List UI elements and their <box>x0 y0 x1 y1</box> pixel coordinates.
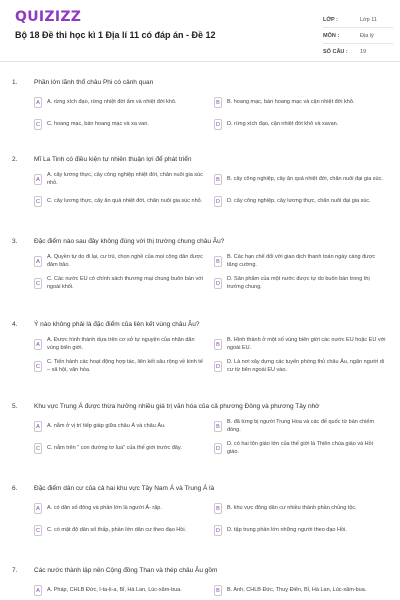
option-d[interactable] <box>214 116 386 133</box>
question-number: 6. <box>12 485 18 492</box>
option-a[interactable] <box>34 171 206 188</box>
option-letter: A <box>34 421 42 432</box>
option-b[interactable] <box>214 253 386 270</box>
option-text: B. khu vực đông dân cư nhiều thành phần chủng tộc. <box>227 504 357 511</box>
question-4 <box>12 320 394 373</box>
question-text: Khu vực Trung Á được thừa hưởng nhiều giá trị văn hóa của cả phương Đông và phương Tây nhờ <box>34 403 320 410</box>
question-text: Đặc điểm nào sau đây không đúng với thị trường chung châu Âu? <box>34 238 225 245</box>
option-letter: A <box>34 585 42 596</box>
option-letter: B <box>214 174 222 185</box>
question-number: 7. <box>12 567 18 574</box>
option-letter: C <box>34 443 42 454</box>
option-c[interactable] <box>34 116 206 133</box>
option-letter: B <box>214 339 222 350</box>
meta-value: Lớp 11 <box>360 16 377 23</box>
option-letter: A <box>34 174 42 185</box>
option-letter: A <box>34 339 42 350</box>
option-text: A. rừng xích đạo, rừng nhiệt đới ẩm và nhiệt đới khô. <box>47 98 177 105</box>
meta-label: LỚP : <box>323 16 338 23</box>
option-letter: C <box>34 361 42 372</box>
option-letter: A <box>34 503 42 514</box>
question-number: 4. <box>12 321 18 328</box>
option-a[interactable] <box>34 418 206 435</box>
question-5 <box>12 402 394 455</box>
option-a[interactable] <box>34 336 206 353</box>
meta-value: 19 <box>360 49 367 55</box>
option-text: D. rừng xích đạo, cận nhiệt đới khô và xavan. <box>227 120 339 127</box>
option-text: D. tập trung phần lớn những người theo đạo Hồi. <box>227 526 347 533</box>
option-letter: B <box>214 503 222 514</box>
option-text: C. cây lương thực, cây ăn quả nhiệt đới, chăn nuôi gia súc nhỏ. <box>47 197 203 204</box>
option-d[interactable] <box>214 275 386 292</box>
option-letter: B <box>214 585 222 596</box>
question-3 <box>12 237 394 290</box>
option-text: C. Các nước EU có chính sách thương mại chung buôn bán với ngoài khối. <box>47 276 204 290</box>
question-number: 3. <box>12 238 18 245</box>
option-c[interactable] <box>34 275 206 292</box>
option-text: A. nằm ở vị trí tiếp giáp giữa châu Á và châu Âu. <box>47 422 166 429</box>
document-title: Bộ 18 Đề thi học kì 1 Địa lí 11 có đáp án - Đề 12 <box>15 30 216 40</box>
option-text: C. hoang mạc, bán hoang mạc và xa van. <box>47 120 149 127</box>
option-text: D. Sản phẩm của một nước được tự do buôn bán trong thị trường chung. <box>227 276 370 290</box>
option-d[interactable] <box>214 193 386 210</box>
question-7 <box>12 566 394 594</box>
option-text: A. Quyền tự do đi lại, cư trú, chọn nghề của mọi công dân được đảm bảo. <box>47 254 203 268</box>
option-d[interactable] <box>214 440 386 457</box>
question-text: Mĩ La Tinh có điều kiện tự nhiên thuận lợi để phát triển <box>34 156 192 163</box>
option-a[interactable] <box>34 582 206 599</box>
option-letter: A <box>34 97 42 108</box>
option-letter: D <box>214 525 222 536</box>
question-6 <box>12 484 394 534</box>
option-text: B. Các hạn chế đối với giao dịch thanh toán ngày càng được tăng cường. <box>227 254 376 268</box>
meta-row-question-count <box>323 44 393 60</box>
option-letter: A <box>34 256 42 267</box>
question-number: 1. <box>12 79 18 86</box>
option-letter: C <box>34 525 42 536</box>
option-b[interactable] <box>214 418 386 435</box>
meta-row-class <box>323 12 393 28</box>
option-text: C. nằm trên " con đường tơ lụa" của thế giới trước đây. <box>47 444 182 451</box>
option-text: D. cây công nghiệp, cây lương thực, chăn nuôi đại gia súc. <box>227 197 371 204</box>
option-letter: D <box>214 361 222 372</box>
question-number: 5. <box>12 403 18 410</box>
option-letter: C <box>34 119 42 130</box>
option-text: A. Pháp, CHLB Đức, I-ta-li-a, Bỉ, Hà Lan, Lúc-xăm-bua. <box>47 586 182 593</box>
option-d[interactable] <box>214 358 386 375</box>
option-text: C. Tiến hành các hoạt động hợp tác, liên kết sâu rộng về kinh tế – xã hội, văn hóa. <box>47 359 203 373</box>
document-header <box>0 0 400 62</box>
option-text: B. Anh, CHLB Đức, Thuỵ Điển, Bỉ, Hà Lan, Lúc-xăm-bua. <box>227 586 367 593</box>
option-a[interactable] <box>34 253 206 270</box>
option-text: B. Hình thành ở một số vùng biên giới các nước EU hoặc EU với ngoài EU. <box>227 337 386 351</box>
option-b[interactable] <box>214 582 386 599</box>
option-letter: D <box>214 278 222 289</box>
option-text: A. cây lương thực, cây công nghiệp nhiệt đới, chăn nuôi gia súc nhỏ. <box>47 172 203 186</box>
option-c[interactable] <box>34 440 206 457</box>
meta-label: MÔN : <box>323 32 340 39</box>
question-text: Các nước thành lập nên Cộng đồng Than và thép châu Âu gồm <box>34 567 218 574</box>
meta-label: SỐ CÂU : <box>323 49 348 55</box>
question-number: 2. <box>12 156 18 163</box>
option-a[interactable] <box>34 94 206 111</box>
option-text: B. đã từng bị người Trung Hoa và các đế quốc từ bán chiếm đóng. <box>227 419 375 433</box>
option-c[interactable] <box>34 522 206 539</box>
option-c[interactable] <box>34 358 206 375</box>
option-text: A. có dân số đông và phần lớn là người Ả- rập. <box>47 504 162 511</box>
option-letter: D <box>214 443 222 454</box>
option-a[interactable] <box>34 500 206 517</box>
option-b[interactable] <box>214 171 386 188</box>
option-letter: C <box>34 278 42 289</box>
option-letter: B <box>214 97 222 108</box>
option-text: D. có hai tôn giáo lớn của thế giới là Thiên chúa giáo và Hồi giáo. <box>227 441 373 455</box>
option-letter: C <box>34 196 42 207</box>
meta-row-subject <box>323 28 393 44</box>
option-d[interactable] <box>214 522 386 539</box>
option-letter: D <box>214 196 222 207</box>
option-text: C. có mật độ dân số thấp, phần lớn dân cư theo đạo Hồi. <box>47 526 187 533</box>
question-2 <box>12 155 394 205</box>
option-text: B. cây công nghiệp, cây ăn quả nhiệt đới, chăn nuôi đại gia súc. <box>227 175 383 182</box>
option-b[interactable] <box>214 500 386 517</box>
meta-box <box>323 12 393 60</box>
option-b[interactable] <box>214 336 386 353</box>
option-letter: B <box>214 421 222 432</box>
quizizz-logo: QUIZIZZ <box>15 9 82 25</box>
option-letter: B <box>214 256 222 267</box>
question-1 <box>12 78 394 128</box>
option-text: B. hoang mạc, bán hoang mạc và cận nhiệt đới khô. <box>227 98 355 105</box>
option-letter: D <box>214 119 222 130</box>
option-c[interactable] <box>34 193 206 210</box>
meta-value: Địa lý <box>360 32 374 39</box>
question-text: Ý nào không phải là đặc điểm của liên kết vùng châu Âu? <box>34 321 200 328</box>
option-b[interactable] <box>214 94 386 111</box>
option-text: D. Là nơi xảy dựng các tuyến phòng thủ châu Âu, ngăn người di cư từ bên ngoài EU vào. <box>227 359 385 373</box>
question-text: Phần lớn lãnh thổ châu Phi có cảnh quan <box>34 79 154 86</box>
question-text: Đặc điểm dân cư của cả hai khu vực Tây Nam Á và Trung Á là <box>34 485 215 492</box>
option-text: A. Được hình thành dựa trên cơ sở tự nguyện của nhân dân vùng biên giới. <box>47 337 195 351</box>
